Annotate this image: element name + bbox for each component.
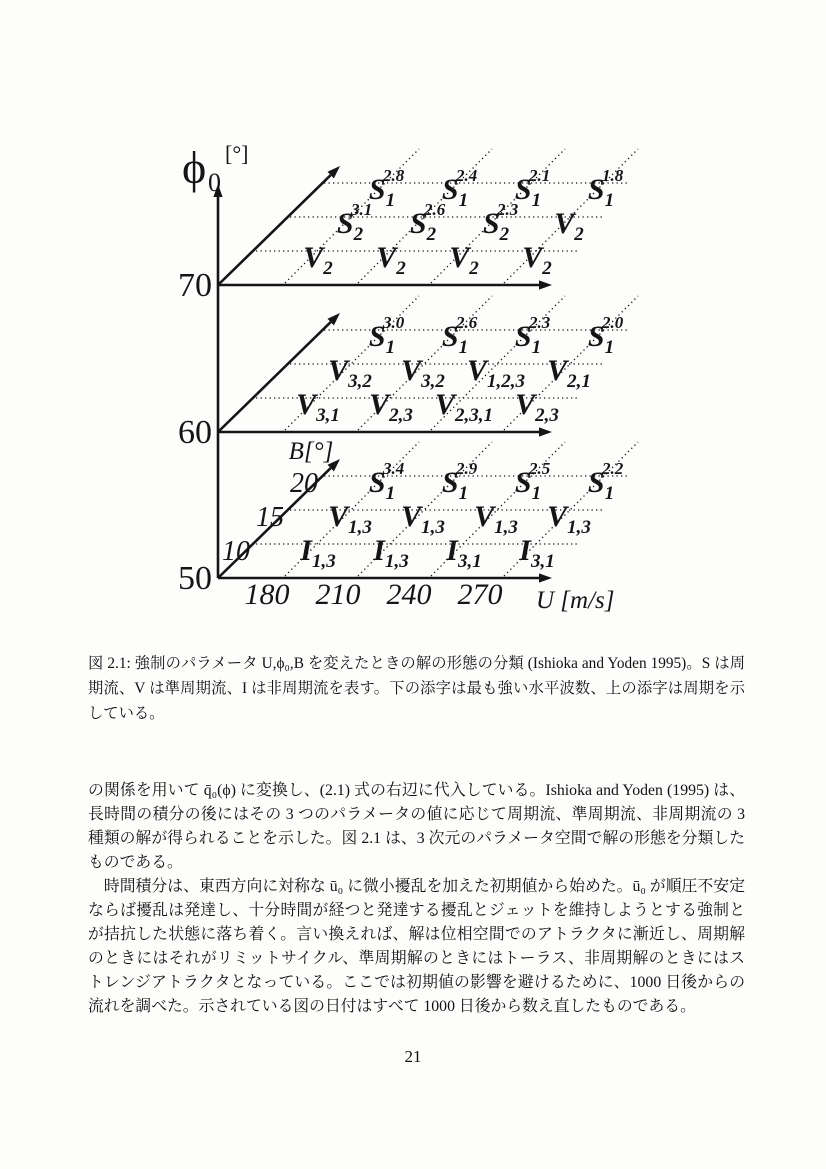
page-number: 21 — [404, 1047, 422, 1066]
svg-text:[°]: [°] — [225, 141, 249, 166]
svg-text:V1,3: $V_{1,3}$ — [547, 500, 591, 538]
svg-text:V2: $V_2$ — [376, 241, 406, 279]
svg-text:15: 15 — [256, 502, 284, 533]
svg-text:3.0: 3.0 — [383, 313, 405, 332]
svg-text:2.4: 2.4 — [456, 166, 478, 185]
svg-text:S1: $S_1$ — [368, 466, 396, 504]
svg-text:2.5: 2.5 — [529, 459, 551, 478]
svg-text:S1: $S_1$ — [587, 320, 615, 358]
svg-text:S1: $S_1$ — [441, 466, 469, 504]
svg-text:S1: $S_1$ — [587, 173, 615, 211]
svg-text:S2: $S_2$ — [482, 207, 510, 245]
svg-text:V2,3,1: $V_{2,3,1}$ — [434, 388, 494, 426]
svg-text:10: 10 — [222, 536, 250, 567]
svg-text:S2: $S_2$ — [409, 207, 437, 245]
svg-text:20: 20 — [290, 468, 318, 499]
svg-text:2.1: 2.1 — [529, 166, 551, 185]
svg-text:70: 70 — [178, 267, 212, 304]
svg-text:S1: $S_1$ — [368, 173, 396, 211]
svg-text:240: 240 — [386, 578, 432, 611]
svg-text:I1,3: $I_{1,3}$ — [300, 534, 336, 572]
svg-text:V3,1: $V_{3,1}$ — [296, 388, 340, 426]
svg-text:S1: $S_1$ — [514, 320, 542, 358]
svg-text:2.3: 2.3 — [529, 313, 551, 332]
svg-text:S1: $S_1$ — [368, 320, 396, 358]
svg-text:U [m/s]: U [m/s] — [536, 587, 615, 614]
svg-text:S1: $S_1$ — [587, 466, 615, 504]
svg-text:V2: $V_2$ — [303, 241, 333, 279]
svg-text:V1,3: $V_{1,3}$ — [328, 500, 372, 538]
svg-text:2.3: 2.3 — [497, 200, 519, 219]
svg-text:50: 50 — [178, 560, 212, 597]
svg-text:2.6: 2.6 — [424, 200, 446, 219]
svg-text:V3,2: $V_{3,2}$ — [401, 354, 445, 392]
figure-caption-text: 強制のパラメータ U,ϕ₀,B を変えたときの解の形態の分類 (Ishioka and Yoden 1995)。S は周期流、V は準周期流、I は非周期流を表す。下の添字は最も強い水平波数、上の添字は周期を示している。 — [88, 655, 745, 722]
svg-text:V2: $V_2$ — [522, 241, 552, 279]
svg-text:V1,2,3: $V_{1,2,3}$ — [466, 354, 526, 392]
svg-text:S2: $S_2$ — [336, 207, 364, 245]
svg-text:V1,3: $V_{1,3}$ — [474, 500, 518, 538]
svg-text:I1,3: $I_{1,3}$ — [373, 534, 409, 572]
figure-caption-label: 図 2.1: — [88, 655, 135, 672]
parameter-space-diagram — [150, 128, 700, 655]
figure-caption — [88, 651, 745, 726]
paragraph-2: 時間積分は、東西方向に対称な ū₀ に微小擾乱を加えた初期値から始めた。ū₀ が順圧不安定ならば擾乱は発達し、十分時間が経つと発達する擾乱とジェットを維持しようとする強制とが拮抗した状態に落ち着く。言い換えれば、解は位相空間でのアトラクタに漸近し、周期解のときにはそれがリミットサイクル、準周期解のときにはトーラス、非周期解のときにはストレンジアトラクタとなっている。ここでは初期値の影響を避けるために、1000 日後からの流れを調べた。示されている図の日付はすべて 1000 日後から数え直したものである。 — [88, 878, 745, 1015]
svg-text:S1: $S_1$ — [441, 173, 469, 211]
svg-text:2.2: 2.2 — [602, 459, 624, 478]
svg-text:3.4: 3.4 — [383, 459, 405, 478]
svg-text:3.1: 3.1 — [351, 200, 373, 219]
svg-text:V2,1: $V_{2,1}$ — [547, 354, 591, 392]
svg-text:V2: $V_2$ — [449, 241, 479, 279]
svg-text:210: 210 — [315, 578, 361, 611]
svg-text:2.0: 2.0 — [602, 313, 624, 332]
svg-text:270: 270 — [457, 578, 503, 611]
svg-text:2.9: 2.9 — [456, 459, 478, 478]
svg-text:60: 60 — [178, 414, 212, 451]
svg-text:B[°]: B[°] — [288, 438, 334, 465]
svg-text:2.8: 2.8 — [383, 166, 405, 185]
svg-text:I3,1: $I_{3,1}$ — [519, 534, 555, 572]
svg-text:V2,3: $V_{2,3}$ — [369, 388, 413, 426]
svg-text:I3,1: $I_{3,1}$ — [446, 534, 482, 572]
svg-text:S1: $S_1$ — [514, 173, 542, 211]
svg-text:V2: $V_2$ — [554, 207, 584, 245]
svg-text:1.8: 1.8 — [602, 166, 624, 185]
svg-text:180: 180 — [244, 578, 290, 611]
svg-text:0: 0 — [208, 168, 221, 197]
svg-text:V1,3: $V_{1,3}$ — [401, 500, 445, 538]
paragraph-1: の関係を用いて q̄₀(ϕ) に変換し、(2.1) 式の右辺に代入している。Ishioka and Yoden (1995) は、長時間の積分の後にはその 3 つのパラメータの値に応じて周期流、準周期流、非周期流の 3 種類の解が得られることを示した。図 2.1 は、3 次元のパラメータ空間で解の形態を分類したものである。 — [88, 782, 745, 871]
svg-text:V2,3: $V_{2,3}$ — [515, 388, 559, 426]
svg-text:S1: $S_1$ — [514, 466, 542, 504]
svg-text:ϕ: ϕ — [182, 142, 207, 193]
svg-text:V3,2: $V_{3,2}$ — [328, 354, 372, 392]
figure-2-1 — [150, 128, 700, 655]
svg-text:2.6: 2.6 — [456, 313, 478, 332]
svg-text:S1: $S_1$ — [441, 320, 469, 358]
